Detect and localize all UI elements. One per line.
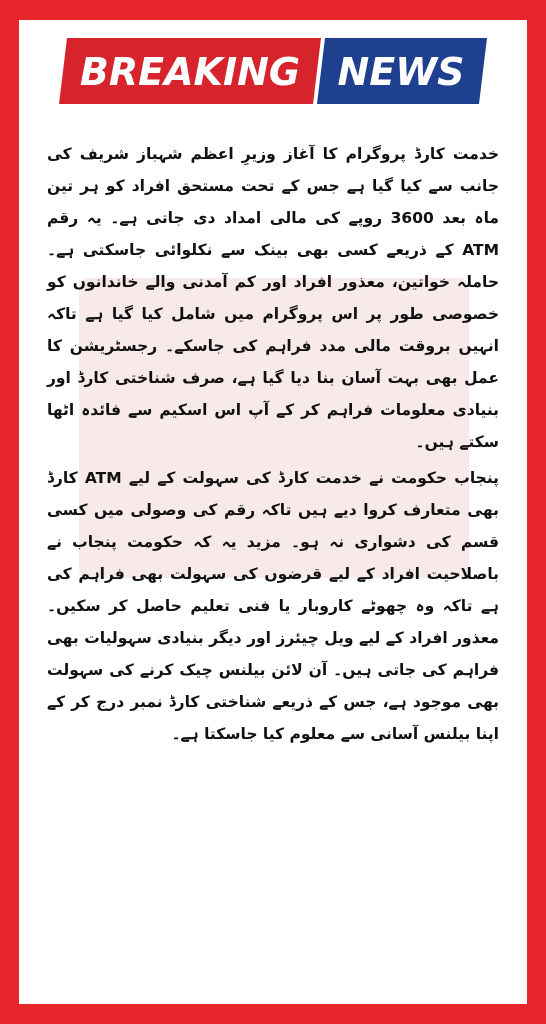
news-card <box>19 20 527 1004</box>
news-label: NEWS <box>337 50 465 94</box>
breaking-label: BREAKING <box>79 50 301 94</box>
article-paragraph-2: پنجاب حکومت نے خدمت کارڈ کی سہولت کے لیے ATM کارڈ بھی متعارف کروا دیے ہیں تاکہ رقم کی وصولی میں کسی قسم کی دشواری نہ ہو۔ مزید یہ کہ حکومت پنجاب نے باصلاحیت افراد کے لیے قرضوں کی سہولت بھی فراہم کی ہے تاکہ وہ چھوٹے کاروبار یا فنی تعلیم حاصل کر سکیں۔ معذور افراد کے لیے ویل چیئرز اور دیگر بنیادی سہولیات بھی فراہم کی جاتی ہیں۔ آن لائن بیلنس چیک کرنے کی سہولت بھی موجود ہے، جس کے ذریعے شناختی کارڈ نمبر درج کر کے اپنا بیلنس آسانی سے معلوم کیا جاسکتا ہے۔ <box>47 469 499 743</box>
article-paragraph-1: خدمت کارڈ پروگرام کا آغاز وزیرِ اعظم شہباز شریف کی جانب سے کیا گیا ہے جس کے تحت مستحق افراد کو ہر تین ماہ بعد 3600 روپے کی مالی امداد دی جاتی ہے۔ یہ رقم ATM کے ذریعے کسی بھی بینک سے نکلوائی جاسکتی ہے۔ حاملہ خواتین، معذور افراد اور کم آمدنی والے خاندانوں کو خصوصی طور پر اس پروگرام میں شامل کیا گیا ہے تاکہ انہیں بروقت مالی مدد فراہم کی جاسکے۔ رجسٹریشن کا عمل بھی بہت آسان بنا دیا گیا ہے، صرف شناختی کارڈ اور بنیادی معلومات فراہم کر کے آپ اس اسکیم سے فائدہ اٹھا سکتے ہیں۔ <box>47 145 499 451</box>
article-body <box>47 138 499 754</box>
breaking-news-banner <box>59 38 487 104</box>
